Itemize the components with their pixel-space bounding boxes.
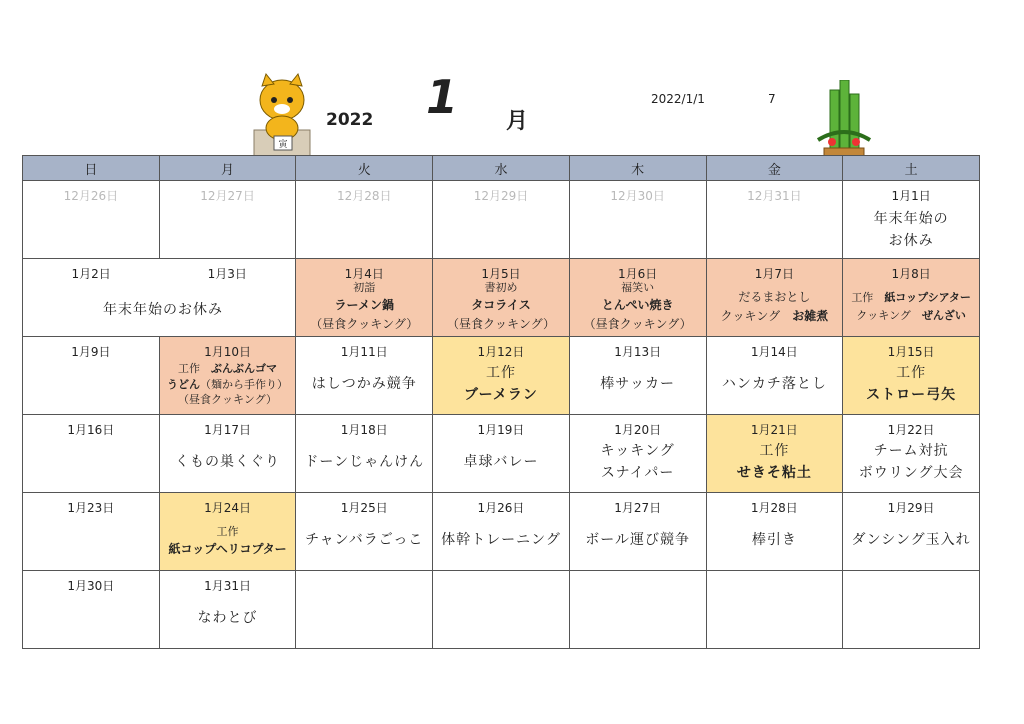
day-cell xyxy=(159,571,296,649)
day-date: 12月26日 xyxy=(63,189,119,203)
day-date: 1月3日 xyxy=(207,267,247,281)
month-suffix: 月 xyxy=(506,109,529,134)
event-text: 体幹トレーニング xyxy=(441,531,561,548)
event-text: 工作 xyxy=(759,442,790,459)
day-date: 1月26日 xyxy=(477,501,525,515)
event-text: ボウリング大会 xyxy=(858,464,964,481)
event-text: 書初め xyxy=(484,281,518,295)
day-date: 12月30日 xyxy=(610,189,665,203)
day-cell xyxy=(843,571,980,649)
day-cell xyxy=(159,181,296,259)
day-date: 1月9日 xyxy=(71,345,111,359)
day-date: 1月12日 xyxy=(477,345,525,359)
day-cell xyxy=(706,337,843,415)
weekday-sat: 土 xyxy=(843,156,980,181)
day-cell xyxy=(159,259,296,337)
day-cell xyxy=(23,493,160,571)
day-date: 1月18日 xyxy=(340,423,388,437)
event-text: 工作 xyxy=(896,364,927,381)
event-note: （昼食クッキング） xyxy=(178,393,278,407)
event-text: うどん xyxy=(167,377,201,391)
day-cell xyxy=(23,337,160,415)
event-text: クッキング xyxy=(856,308,911,322)
calendar-grid xyxy=(22,155,980,649)
day-date: 1月5日 xyxy=(481,267,521,281)
event-text: 工作 xyxy=(178,361,201,375)
weekday-tue: 火 xyxy=(296,156,433,181)
event-text: ボール運び競争 xyxy=(585,531,691,548)
day-date: 1月6日 xyxy=(618,267,658,281)
day-cell xyxy=(843,415,980,493)
day-cell xyxy=(843,493,980,571)
day-date: 1月4日 xyxy=(344,267,384,281)
event-text: ぶんぶんゴマ xyxy=(211,361,278,375)
day-date: 1月8日 xyxy=(891,267,931,281)
calendar-year: 2022 xyxy=(326,110,374,130)
day-date: 1月10日 xyxy=(204,345,251,359)
day-date: 1月27日 xyxy=(614,501,662,515)
day-cell xyxy=(706,493,843,571)
event-text: だるまおとし xyxy=(738,289,811,304)
day-date: 1月28日 xyxy=(750,501,798,515)
week-row-6 xyxy=(23,571,980,649)
event-note: （昼食クッキング） xyxy=(583,317,692,332)
day-cell xyxy=(843,259,980,337)
weekday-thu: 木 xyxy=(569,156,706,181)
day-date: 1月22日 xyxy=(887,423,935,437)
weekday-fri: 金 xyxy=(706,156,843,181)
day-cell xyxy=(296,181,433,259)
day-date: 1月15日 xyxy=(887,345,935,359)
event-text: お休み xyxy=(888,232,934,249)
day-date: 12月29日 xyxy=(473,189,529,203)
day-date: 1月11日 xyxy=(340,345,388,359)
event-text: ブーメラン xyxy=(464,386,538,403)
event-text: お雑煮 xyxy=(792,308,829,323)
event-text: 工作 xyxy=(485,364,516,381)
event-text: タコライス xyxy=(471,298,531,313)
day-cell xyxy=(706,415,843,493)
header-date: 2022/1/1 xyxy=(651,92,705,106)
day-date: 1月30日 xyxy=(67,579,115,593)
event-text: とんぺい焼き xyxy=(601,298,674,313)
day-cell xyxy=(23,259,223,337)
day-date: 1月13日 xyxy=(614,345,662,359)
day-date: 1月25日 xyxy=(340,501,388,515)
day-cell xyxy=(159,493,296,571)
day-date: 12月28日 xyxy=(336,189,392,203)
weekday-sun: 日 xyxy=(23,156,160,181)
day-cell xyxy=(433,415,570,493)
event-text: 棒サッカー xyxy=(600,375,676,392)
event-text: クッキング xyxy=(720,308,781,323)
day-cell xyxy=(433,571,570,649)
day-cell xyxy=(843,337,980,415)
day-cell xyxy=(843,181,980,259)
day-cell xyxy=(706,571,843,649)
day-cell xyxy=(296,571,433,649)
event-text: 工作 xyxy=(851,291,874,305)
header-number: 7 xyxy=(768,92,776,106)
event-text: くもの巣くぐり xyxy=(175,453,281,470)
day-cell xyxy=(23,181,160,259)
week-row-1 xyxy=(23,181,980,259)
day-date: 1月21日 xyxy=(750,423,798,437)
day-cell xyxy=(296,259,433,337)
day-date: 1月16日 xyxy=(67,423,115,437)
event-note: （昼食クッキング） xyxy=(446,317,555,332)
day-cell xyxy=(159,337,296,415)
day-cell xyxy=(433,493,570,571)
day-date: 1月7日 xyxy=(754,267,794,281)
day-date: 1月2日 xyxy=(71,267,111,281)
day-cell xyxy=(569,415,706,493)
event-text: 福笑い xyxy=(621,281,655,295)
day-cell xyxy=(706,181,843,259)
weekday-mon: 月 xyxy=(159,156,296,181)
event-text: ラーメン鍋 xyxy=(334,298,394,313)
week-row-3 xyxy=(23,337,980,415)
day-cell xyxy=(159,415,296,493)
event-note: （麺から手作り） xyxy=(200,377,289,391)
week-row-2 xyxy=(23,259,980,337)
event-text: ダンシング玉入れ xyxy=(851,531,971,548)
event-text: 年末年始の xyxy=(873,210,949,227)
event-text: 棒引き xyxy=(751,531,797,548)
event-text: なわとび xyxy=(197,609,258,626)
event-text: スナイパー xyxy=(600,464,675,481)
week-row-4 xyxy=(23,415,980,493)
day-cell xyxy=(569,337,706,415)
event-text: 初詣 xyxy=(353,281,376,295)
day-date: 1月23日 xyxy=(67,501,115,515)
day-cell xyxy=(296,415,433,493)
day-cell xyxy=(569,493,706,571)
event-text: せきそ粘土 xyxy=(736,464,812,481)
week-row-5 xyxy=(23,493,980,571)
day-cell xyxy=(433,337,570,415)
weekday-wed: 水 xyxy=(433,156,570,181)
event-text: ドーンじゃんけん xyxy=(304,453,425,470)
event-text: ぜんざい xyxy=(921,308,966,322)
tiger-illustration xyxy=(250,72,314,164)
day-cell xyxy=(23,571,160,649)
day-cell xyxy=(433,259,570,337)
event-text: 紙コップシアター xyxy=(884,291,971,305)
day-cell xyxy=(569,571,706,649)
event-text: 工作 xyxy=(216,524,239,538)
event-text: ハンカチ落とし xyxy=(721,375,827,392)
day-date: 1月19日 xyxy=(477,423,525,437)
weekday-header-row xyxy=(23,156,980,181)
day-date: 1月17日 xyxy=(204,423,251,437)
svg-text:寅: 寅 xyxy=(278,140,288,150)
day-cell xyxy=(296,493,433,571)
event-text: 卓球バレー xyxy=(463,453,539,470)
event-text: はしつかみ競争 xyxy=(311,375,417,392)
event-text: チーム対抗 xyxy=(873,442,949,459)
day-cell xyxy=(296,337,433,415)
day-date: 1月1日 xyxy=(891,189,931,203)
day-date: 1月29日 xyxy=(887,501,935,515)
day-cell xyxy=(706,259,843,337)
event-note: （昼食クッキング） xyxy=(310,317,419,332)
day-date: 1月20日 xyxy=(614,423,662,437)
day-cell xyxy=(433,181,570,259)
day-date: 1月24日 xyxy=(204,501,251,515)
day-date: 1月31日 xyxy=(204,579,251,593)
event-text: ストロー弓矢 xyxy=(866,386,957,403)
holiday-text: 年末年始のお休み xyxy=(103,302,223,318)
event-text: チャンバラごっこ xyxy=(305,531,424,548)
calendar-month: 1 xyxy=(426,70,459,124)
event-text: 紙コップヘリコプター xyxy=(168,541,287,556)
day-cell xyxy=(569,181,706,259)
day-date: 1月14日 xyxy=(750,345,798,359)
day-date: 12月31日 xyxy=(747,189,802,203)
day-cell xyxy=(569,259,706,337)
day-cell xyxy=(23,415,160,493)
day-date: 12月27日 xyxy=(200,189,255,203)
event-text: キッキング xyxy=(600,442,675,459)
